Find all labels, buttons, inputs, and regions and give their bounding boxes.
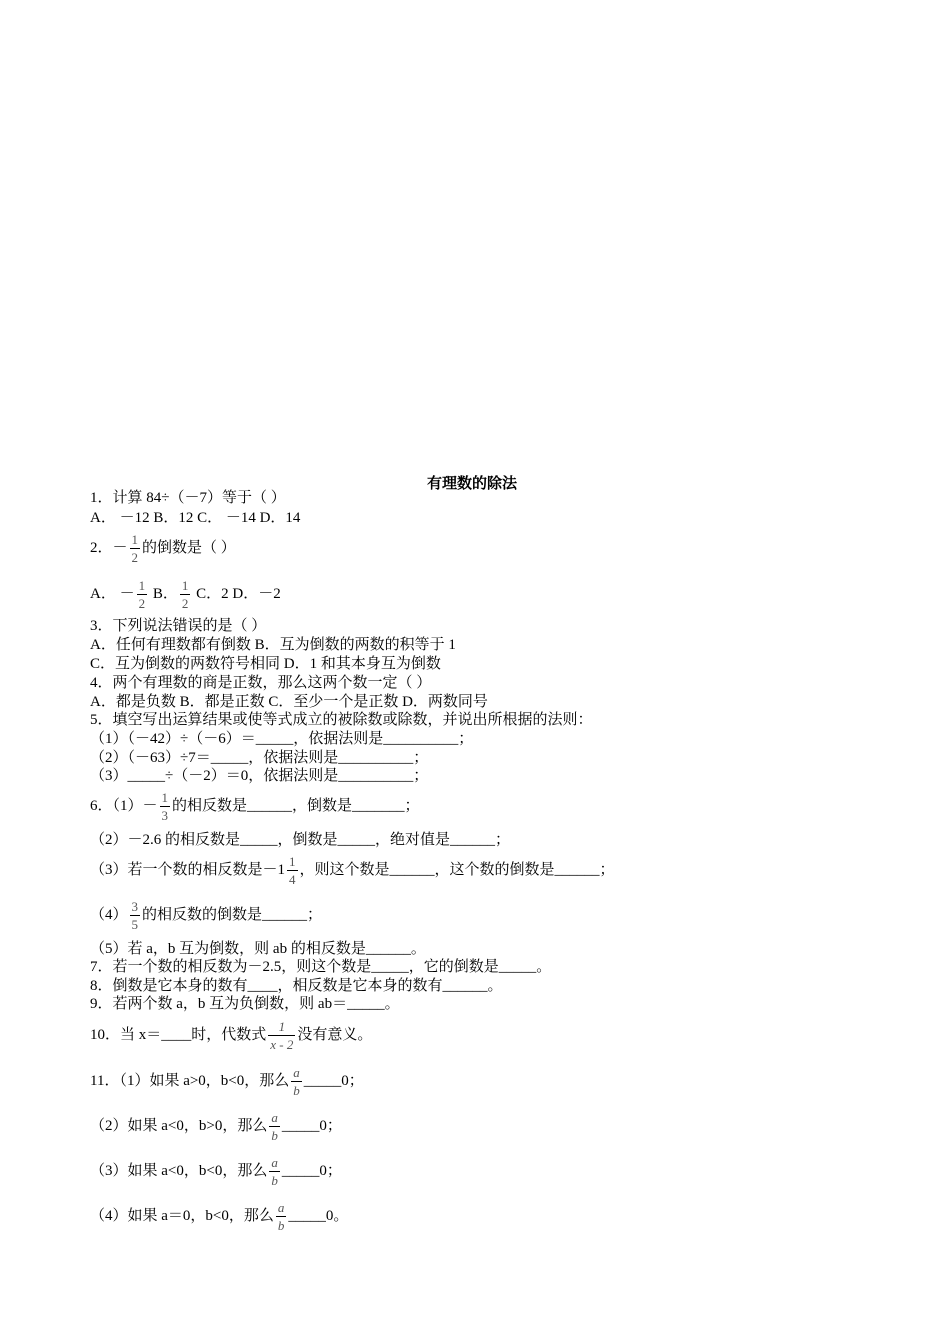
q11-part-3 bbox=[90, 1154, 342, 1189]
q2-a-fraction bbox=[137, 577, 148, 612]
q11-p2-num: a bbox=[271, 1110, 278, 1125]
q5-part-2: （2）（－63）÷7＝_____，依据法则是__________； bbox=[90, 750, 429, 766]
q9: 9．若两个数 a，b 互为负倒数，则 ab＝_____。 bbox=[90, 996, 400, 1012]
q2-b-fraction bbox=[180, 577, 191, 612]
q6-p3-suffix: ，则这个数是______，这个数的倒数是______； bbox=[299, 861, 615, 878]
q10-den: x - 2 bbox=[270, 1037, 294, 1052]
q6-p4-prefix: （4） bbox=[90, 906, 128, 923]
q2-suffix: 的倒数是（ ） bbox=[142, 539, 236, 556]
q11-p2-prefix: （2）如果 a<0，b>0，那么 bbox=[90, 1117, 268, 1134]
q1-stem: 1．计算 84÷（－7）等于（ ） bbox=[90, 490, 286, 506]
q10-prefix: 10．当 x＝____时，代数式 bbox=[90, 1026, 267, 1043]
q6-p4-num: 3 bbox=[131, 899, 139, 914]
q6-p4-suffix: 的相反数的倒数是______； bbox=[142, 906, 323, 923]
q10-num: 1 bbox=[278, 1019, 286, 1034]
q6-p4-fraction bbox=[130, 898, 141, 933]
q6-part-2: （2）－2.6 的相反数是_____，倒数是_____，绝对值是______； bbox=[90, 832, 511, 848]
q2-frac-num: 1 bbox=[131, 532, 139, 547]
q5-stem: 5．填空写出运算结果或使等式成立的被除数或除数，并说出所根据的法则： bbox=[90, 712, 593, 728]
q5-part-3: （3）_____÷（－2）＝0，依据法则是__________； bbox=[90, 768, 429, 784]
q2-b-num: 1 bbox=[181, 578, 189, 593]
q3-options-1: A．任何有理数都有倒数 B．互为倒数的两数的积等于 1 bbox=[90, 637, 456, 653]
q11-p4-prefix: （4）如果 a＝0，b<0，那么 bbox=[90, 1207, 274, 1224]
q10-suffix: 没有意义。 bbox=[297, 1026, 373, 1043]
q10 bbox=[90, 1018, 372, 1053]
q6-p1-den: 3 bbox=[161, 808, 169, 823]
q2-prefix: 2．－ bbox=[90, 539, 128, 556]
q4-options: A．都是负数 B．都是正数 C．至少一个是正数 D．两数同号 bbox=[90, 694, 488, 710]
q6-part-3 bbox=[90, 853, 615, 888]
q2-rest: C．2 D．－2 bbox=[192, 585, 281, 602]
q6-part-5: （5）若 a，b 互为倒数，则 ab 的相反数是______。 bbox=[90, 941, 426, 957]
q4-stem: 4．两个有理数的商是正数，那么这两个数一定（ ） bbox=[90, 675, 432, 691]
q2-a-den: 2 bbox=[138, 596, 146, 611]
q2-b-den: 2 bbox=[181, 596, 189, 611]
q11-p3-fraction bbox=[269, 1154, 280, 1189]
q11-p2-fraction bbox=[269, 1109, 280, 1144]
q1-options: A． －12 B．12 C． －14 D．14 bbox=[90, 510, 301, 526]
q11-p3-num: a bbox=[271, 1155, 278, 1170]
q3-stem: 3．下列说法错误的是（ ） bbox=[90, 618, 267, 634]
q2-frac-den: 2 bbox=[131, 550, 139, 565]
q6-p3-prefix: （3）若一个数的相反数是－1 bbox=[90, 861, 286, 878]
q11-part-1 bbox=[90, 1064, 364, 1099]
q6-p3-fraction bbox=[287, 853, 298, 888]
q11-p1-num: a bbox=[293, 1065, 300, 1080]
q11-part-4 bbox=[90, 1199, 348, 1234]
q11-p1-den: b bbox=[293, 1083, 300, 1098]
q6-p3-num: 1 bbox=[289, 854, 296, 869]
q6-part-4 bbox=[90, 898, 322, 933]
page-title: 有理数的除法 bbox=[427, 475, 518, 492]
q11-p1-fraction bbox=[291, 1064, 302, 1099]
q2-opt-a: A． － bbox=[90, 585, 135, 602]
q11-p2-den: b bbox=[271, 1128, 278, 1143]
q11-p2-suffix: _____0； bbox=[281, 1117, 342, 1134]
q2-stem bbox=[90, 531, 236, 566]
q2-fraction bbox=[130, 531, 141, 566]
q11-p4-suffix: _____0。 bbox=[288, 1207, 349, 1224]
q6-p1-prefix: 6．（1）－ bbox=[90, 797, 158, 814]
q7: 7．若一个数的相反数为－2.5，则这个数是_____，它的倒数是_____。 bbox=[90, 959, 552, 975]
q11-p3-prefix: （3）如果 a<0，b<0，那么 bbox=[90, 1162, 268, 1179]
q11-p3-den: b bbox=[271, 1173, 278, 1188]
q6-p1-num: 1 bbox=[161, 790, 169, 805]
q6-p3-den: 4 bbox=[289, 872, 296, 887]
q8: 8．倒数是它本身的数有____，相反数是它本身的数有______。 bbox=[90, 978, 503, 994]
q2-opt-b: B． bbox=[149, 585, 178, 602]
q11-p4-fraction bbox=[276, 1199, 287, 1234]
q5-part-1: （1）（－42）÷（－6）＝_____，依据法则是__________； bbox=[90, 731, 474, 747]
q6-p1-fraction bbox=[160, 789, 171, 824]
q11-p1-suffix: _____0； bbox=[303, 1072, 364, 1089]
q11-p4-num: a bbox=[277, 1200, 285, 1215]
q6-part-1 bbox=[90, 789, 420, 824]
q11-p1-prefix: 11．（1）如果 a>0，b<0，那么 bbox=[90, 1072, 290, 1089]
q6-p4-den: 5 bbox=[131, 917, 139, 932]
q2-options bbox=[90, 577, 281, 612]
q3-options-2: C．互为倒数的两数符号相同 D．1 和其本身互为倒数 bbox=[90, 656, 441, 672]
q11-part-2 bbox=[90, 1109, 342, 1144]
q10-fraction bbox=[268, 1018, 295, 1053]
q2-a-num: 1 bbox=[138, 578, 146, 593]
q6-p1-suffix: 的相反数是______，倒数是_______； bbox=[172, 797, 420, 814]
q11-p3-suffix: _____0； bbox=[281, 1162, 342, 1179]
q11-p4-den: b bbox=[277, 1218, 285, 1233]
